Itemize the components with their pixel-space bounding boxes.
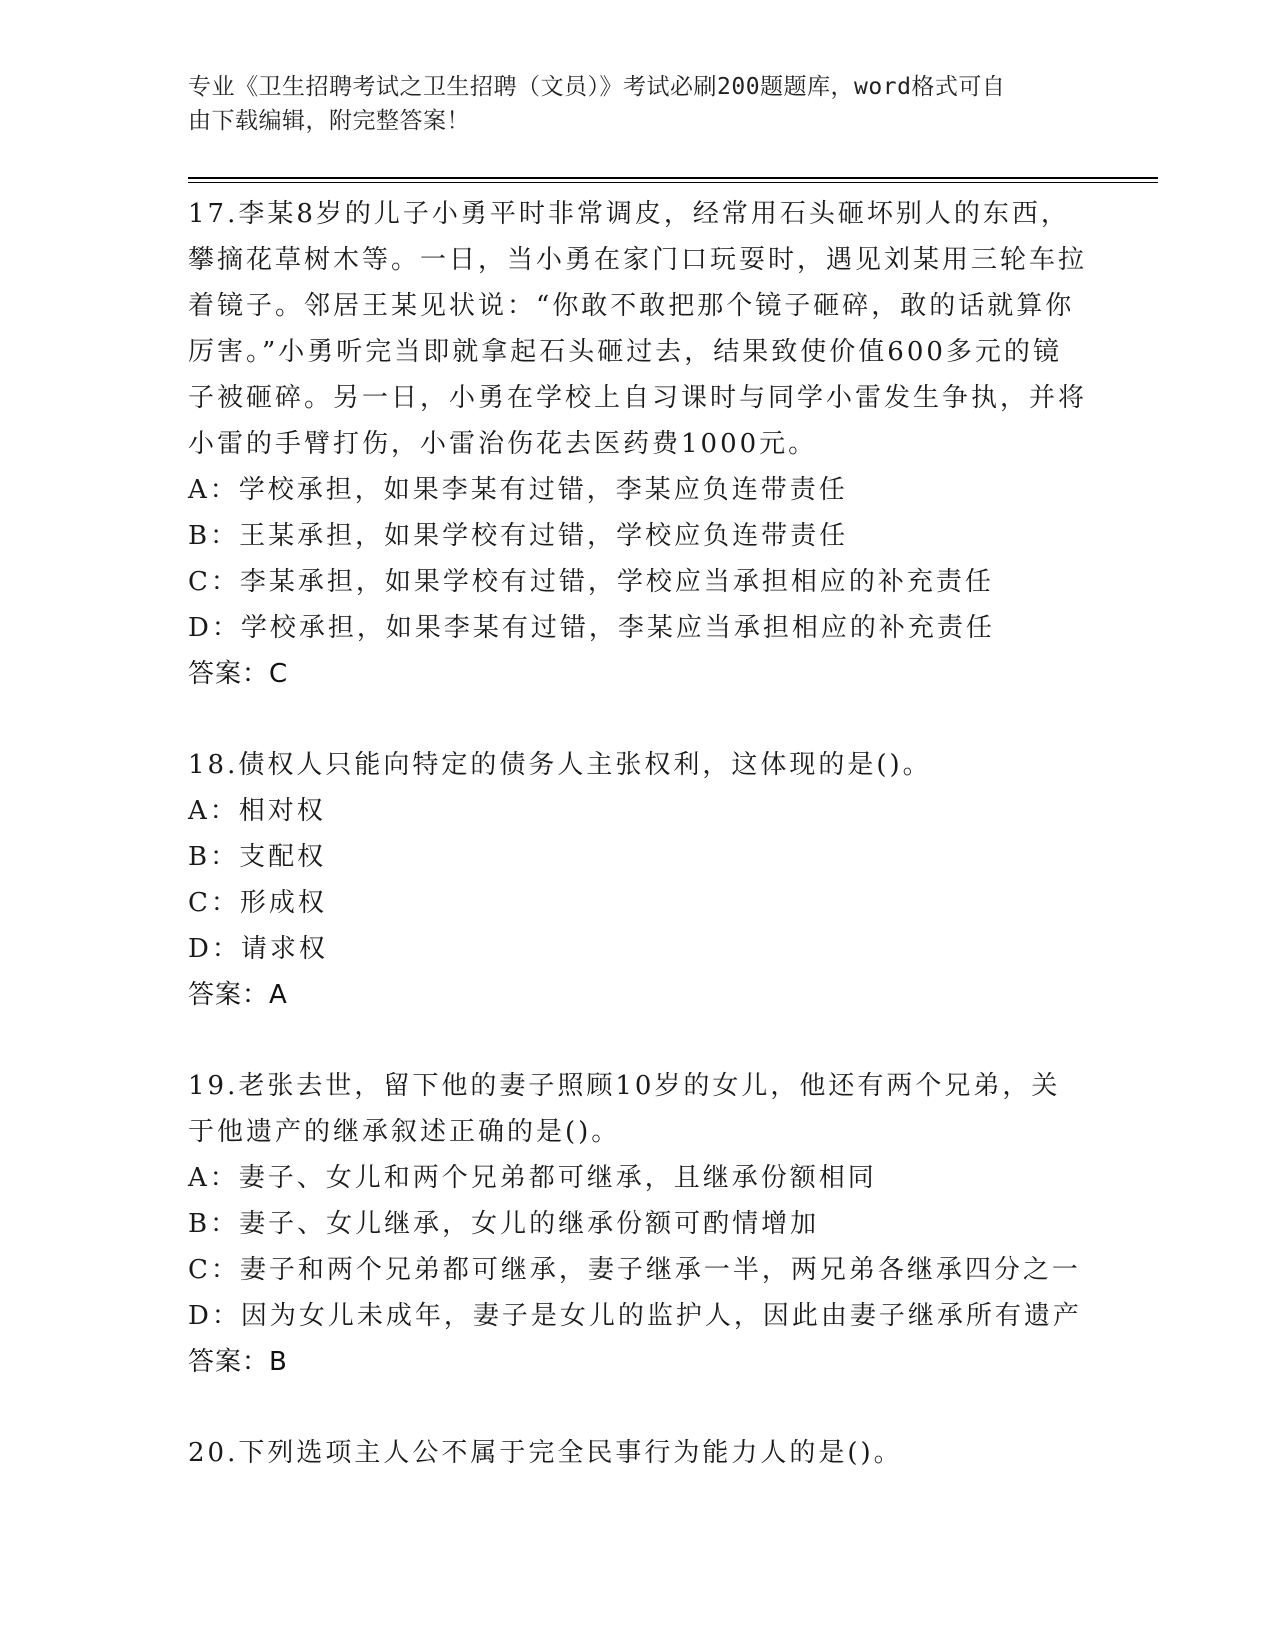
answer-label: 答案：A bbox=[188, 980, 288, 1010]
question-spacer bbox=[188, 697, 1088, 742]
question-stem: 18.债权人只能向特定的债务人主张权利，这体现的是()。 bbox=[188, 750, 932, 780]
option-c: C：妻子和两个兄弟都可继承，妻子继承一半，两兄弟各继承四分之一 bbox=[188, 1255, 1081, 1285]
question-19 bbox=[188, 1063, 1088, 1385]
option-a: A：妻子、女儿和两个兄弟都可继承，且继承份额相同 bbox=[188, 1163, 877, 1193]
question-20 bbox=[188, 1430, 1088, 1476]
option-b: B：支配权 bbox=[188, 842, 327, 872]
document-header bbox=[188, 70, 1068, 138]
option-b: B：妻子、女儿继承，女儿的继承份额可酌情增加 bbox=[188, 1209, 820, 1239]
option-d: D：学校承担，如果李某有过错，李某应当承担相应的补充责任 bbox=[188, 613, 995, 643]
option-c: C：形成权 bbox=[188, 888, 327, 918]
header-divider-thick bbox=[188, 177, 1158, 179]
option-a: A：相对权 bbox=[188, 796, 326, 826]
header-title-line-1: 专业《卫生招聘考试之卫生招聘（文员）》考试必刷200题题库，word格式可自 bbox=[188, 74, 1006, 100]
question-stem: 20.下列选项主人公不属于完全民事行为能力人的是()。 bbox=[188, 1438, 903, 1468]
option-c: C：李某承担，如果学校有过错，学校应当承担相应的补充责任 bbox=[188, 567, 994, 597]
question-stem: 19.老张去世，留下他的妻子照顾10岁的女儿，他还有两个兄弟，关于他遗产的继承叙述正确的是()。 bbox=[188, 1071, 1061, 1147]
option-d: D：请求权 bbox=[188, 934, 328, 964]
question-17 bbox=[188, 191, 1088, 697]
answer-label: 答案：C bbox=[188, 659, 289, 689]
question-list bbox=[188, 191, 1088, 1476]
question-spacer bbox=[188, 1018, 1088, 1063]
option-d: D：因为女儿未成年，妻子是女儿的监护人，因此由妻子继承所有遗产 bbox=[188, 1301, 1082, 1331]
question-18 bbox=[188, 742, 1088, 1018]
question-spacer bbox=[188, 1385, 1088, 1430]
header-divider-thin bbox=[188, 182, 1158, 183]
option-b: B：王某承担，如果学校有过错，学校应负连带责任 bbox=[188, 521, 849, 551]
question-stem: 17.李某8岁的儿子小勇平时非常调皮，经常用石头砸坏别人的东西，攀摘花草树木等。一日，当小勇在家门口玩耍时，遇见刘某用三轮车拉着镜子。邻居王某见状说：“你敢不敢把那个镜子砸碎，敢的话就算你厉害。”小勇听完当即就拿起石头砸过去，结果致使价值600多元的镜子被砸碎。另一日，小勇在学校上自习课时与同学小雷发生争执，并将小雷的手臂打伤，小雷治伤花去医药费1000元。 bbox=[188, 199, 1088, 459]
header-title-line-2: 由下载编辑，附完整答案！ bbox=[188, 108, 470, 134]
answer-label: 答案：B bbox=[188, 1347, 288, 1377]
option-a: A：学校承担，如果李某有过错，李某应负连带责任 bbox=[188, 475, 848, 505]
